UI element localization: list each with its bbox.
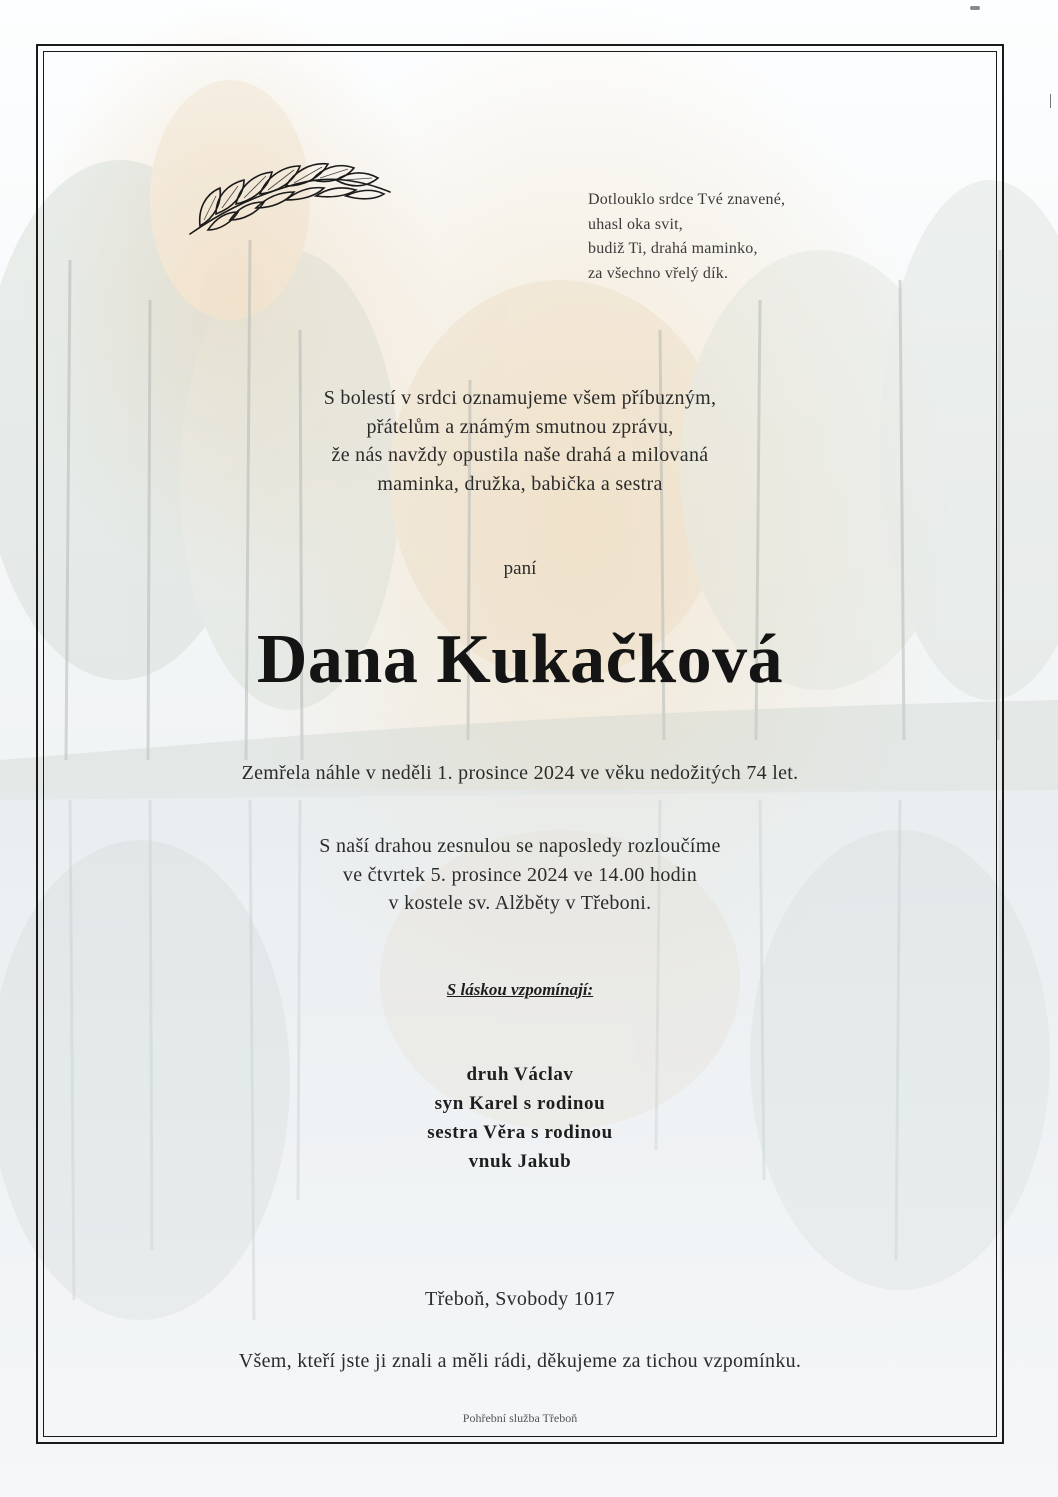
scan-mark [970,6,980,10]
poem-line: uhasl oka svit, [588,215,683,233]
thanks-line: Všem, kteří jste ji znali a měli rádi, děkujeme za tichou vzpomínku. [238,1350,802,1372]
honorific: paní [503,558,537,579]
scan-edge-mark [1050,94,1051,108]
death-notice: Zemřela náhle v neděli 1. prosince 2024 ve věku nedožitých 74 let. [241,762,799,784]
announcement-line: že nás navždy opustila naše drahá a milovaná [331,444,709,466]
funeral-line: S naší drahou zesnulou se naposledy rozloučíme [319,835,721,857]
funeral-details [0,832,1040,918]
mourner: syn Karel s rodinou [434,1093,606,1114]
poem [588,188,908,286]
leaf-branch-icon [186,146,392,238]
mourner: druh Václav [466,1064,574,1085]
deceased-name: Dana Kukačková [256,621,784,698]
announcement [0,384,1040,498]
mourners-list [0,1060,1040,1176]
announcement-line: přátelům a známým smutnou zprávu, [366,415,674,438]
announcement-line: S bolestí v srdci oznamujeme všem příbuzným, [323,387,717,409]
funeral-line: ve čtvrtek 5. prosince 2024 ve 14.00 hodin [342,863,698,886]
mourner: sestra Věra s rodinou [427,1122,613,1143]
funeral-line: v kostele sv. Alžběty v Třeboni. [388,892,652,914]
mourner: vnuk Jakub [468,1151,572,1172]
family-address: Třeboň, Svobody 1017 [425,1288,615,1310]
funeral-service-credit: Pohřební služba Třeboň [462,1411,578,1425]
poem-line: za všechno vřelý dík. [588,264,729,282]
remembrance-heading: S láskou vzpomínají: [446,980,594,999]
announcement-line: maminka, družka, babička a sestra [377,472,663,495]
poem-line: budiž Ti, drahá maminko, [588,240,758,257]
poem-line: Dotlouklo srdce Tvé znavené, [588,191,786,208]
